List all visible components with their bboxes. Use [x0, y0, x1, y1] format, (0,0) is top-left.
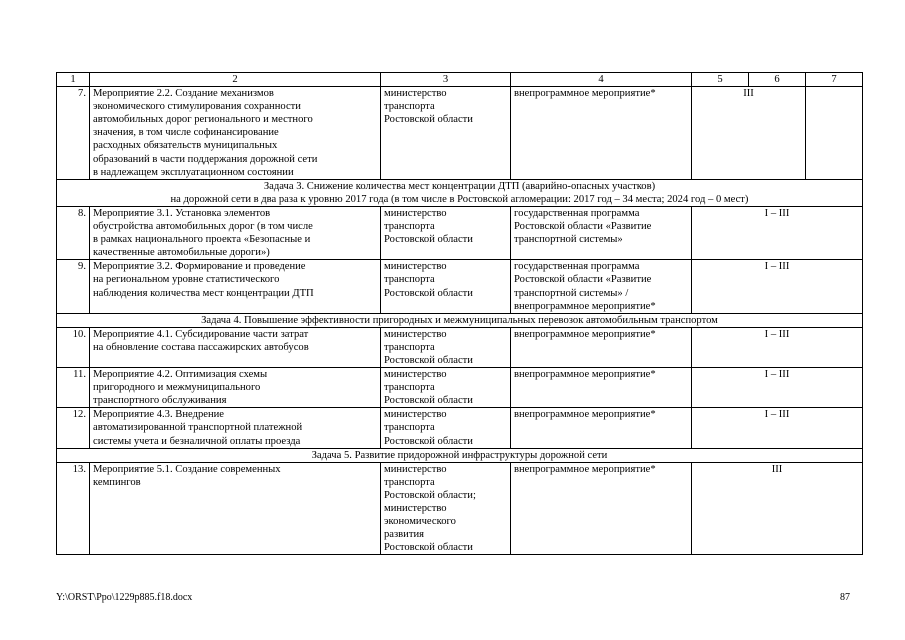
- table-row: [57, 260, 863, 313]
- table-row: [57, 408, 863, 448]
- column-number-3: 3: [381, 73, 511, 87]
- column-number-7: 7: [806, 73, 863, 87]
- implementation-stage: I – III: [692, 260, 863, 313]
- row-number: 8.: [57, 206, 90, 259]
- funding-source: внепрограммное мероприятие*: [511, 368, 692, 408]
- executor: министерство транспорта Ростовской области: [381, 206, 511, 259]
- row-number: 11.: [57, 368, 90, 408]
- executor: министерство транспорта Ростовской области; министерство экономического развития Ростовской области: [381, 462, 511, 555]
- funding-source: внепрограммное мероприятие*: [511, 408, 692, 448]
- measures-table: [56, 72, 863, 555]
- measure-description: Мероприятие 3.1. Установка элементов обустройства автомобильных дорог (в том числе в рамках национального проекта «Безопасные и качественные автомобильные дороги»): [90, 206, 381, 259]
- implementation-stage: I – III: [692, 408, 863, 448]
- task-heading-row: [57, 313, 863, 327]
- column-number-header-row: [57, 73, 863, 87]
- task-heading-row: [57, 179, 863, 206]
- implementation-stage: III: [692, 87, 806, 180]
- column-number-4: 4: [511, 73, 692, 87]
- column-number-2: 2: [90, 73, 381, 87]
- row-number: 13.: [57, 462, 90, 555]
- measure-description: Мероприятие 2.2. Создание механизмов экономического стимулирования сохранности автомобильных дорог регионального и местного значения, в том числе софинансирование расходных обязательств муниципальных образований в части поддержания дорожной сети в надлежащем эксплуатационном состоянии: [90, 87, 381, 180]
- implementation-stage: I – III: [692, 327, 863, 367]
- column-number-6: 6: [749, 73, 806, 87]
- document-file-path: Y:\ORST\Ppo\1229p885.f18.docx: [56, 592, 193, 603]
- measure-description: Мероприятие 4.1. Субсидирование части затрат на обновление состава пассажирских автобусов: [90, 327, 381, 367]
- column-number-5: 5: [692, 73, 749, 87]
- executor: министерство транспорта Ростовской области: [381, 408, 511, 448]
- task-heading-row: [57, 448, 863, 462]
- row-number: 10.: [57, 327, 90, 367]
- row-number: 9.: [57, 260, 90, 313]
- column-number-1: 1: [57, 73, 90, 87]
- table-row: [57, 368, 863, 408]
- funding-source: внепрограммное мероприятие*: [511, 327, 692, 367]
- measure-description: Мероприятие 4.3. Внедрение автоматизированной транспортной платежной системы учета и безналичной оплаты проезда: [90, 408, 381, 448]
- task-heading: Задача 3. Снижение количества мест концентрации ДТП (аварийно-опасных участков) на дорожной сети в два раза к уровню 2017 года (в том числе в Ростовской агломерации: 2017 год – 34 места; 2024 год – 0 мест): [57, 179, 863, 206]
- funding-source: внепрограммное мероприятие*: [511, 462, 692, 555]
- executor: министерство транспорта Ростовской области: [381, 87, 511, 180]
- funding-source: внепрограммное мероприятие*: [511, 87, 692, 180]
- task-heading: Задача 4. Повышение эффективности пригородных и межмуниципальных перевозок автомобильным транспортом: [57, 313, 863, 327]
- implementation-stage: I – III: [692, 368, 863, 408]
- funding-source: государственная программа Ростовской области «Развитие транспортной системы» / внепрограммное мероприятие*: [511, 260, 692, 313]
- table-row: [57, 462, 863, 555]
- executor: министерство транспорта Ростовской области: [381, 260, 511, 313]
- row-number: 7.: [57, 87, 90, 180]
- measure-description: Мероприятие 5.1. Создание современных кемпингов: [90, 462, 381, 555]
- row-number: 12.: [57, 408, 90, 448]
- measure-description: Мероприятие 4.2. Оптимизация схемы пригородного и межмуниципального транспортного обслуживания: [90, 368, 381, 408]
- implementation-stage: III: [692, 462, 863, 555]
- executor: министерство транспорта Ростовской области: [381, 327, 511, 367]
- page-number: 87: [840, 592, 850, 603]
- executor: министерство транспорта Ростовской области: [381, 368, 511, 408]
- task-heading: Задача 5. Развитие придорожной инфраструктуры дорожной сети: [57, 448, 863, 462]
- table-row: [57, 87, 863, 180]
- table-row: [57, 327, 863, 367]
- implementation-stage: I – III: [692, 206, 863, 259]
- funding-source: государственная программа Ростовской области «Развитие транспортной системы»: [511, 206, 692, 259]
- column-7-cell: [806, 87, 863, 180]
- measure-description: Мероприятие 3.2. Формирование и проведение на региональном уровне статистического наблюдения количества мест концентрации ДТП: [90, 260, 381, 313]
- table-row: [57, 206, 863, 259]
